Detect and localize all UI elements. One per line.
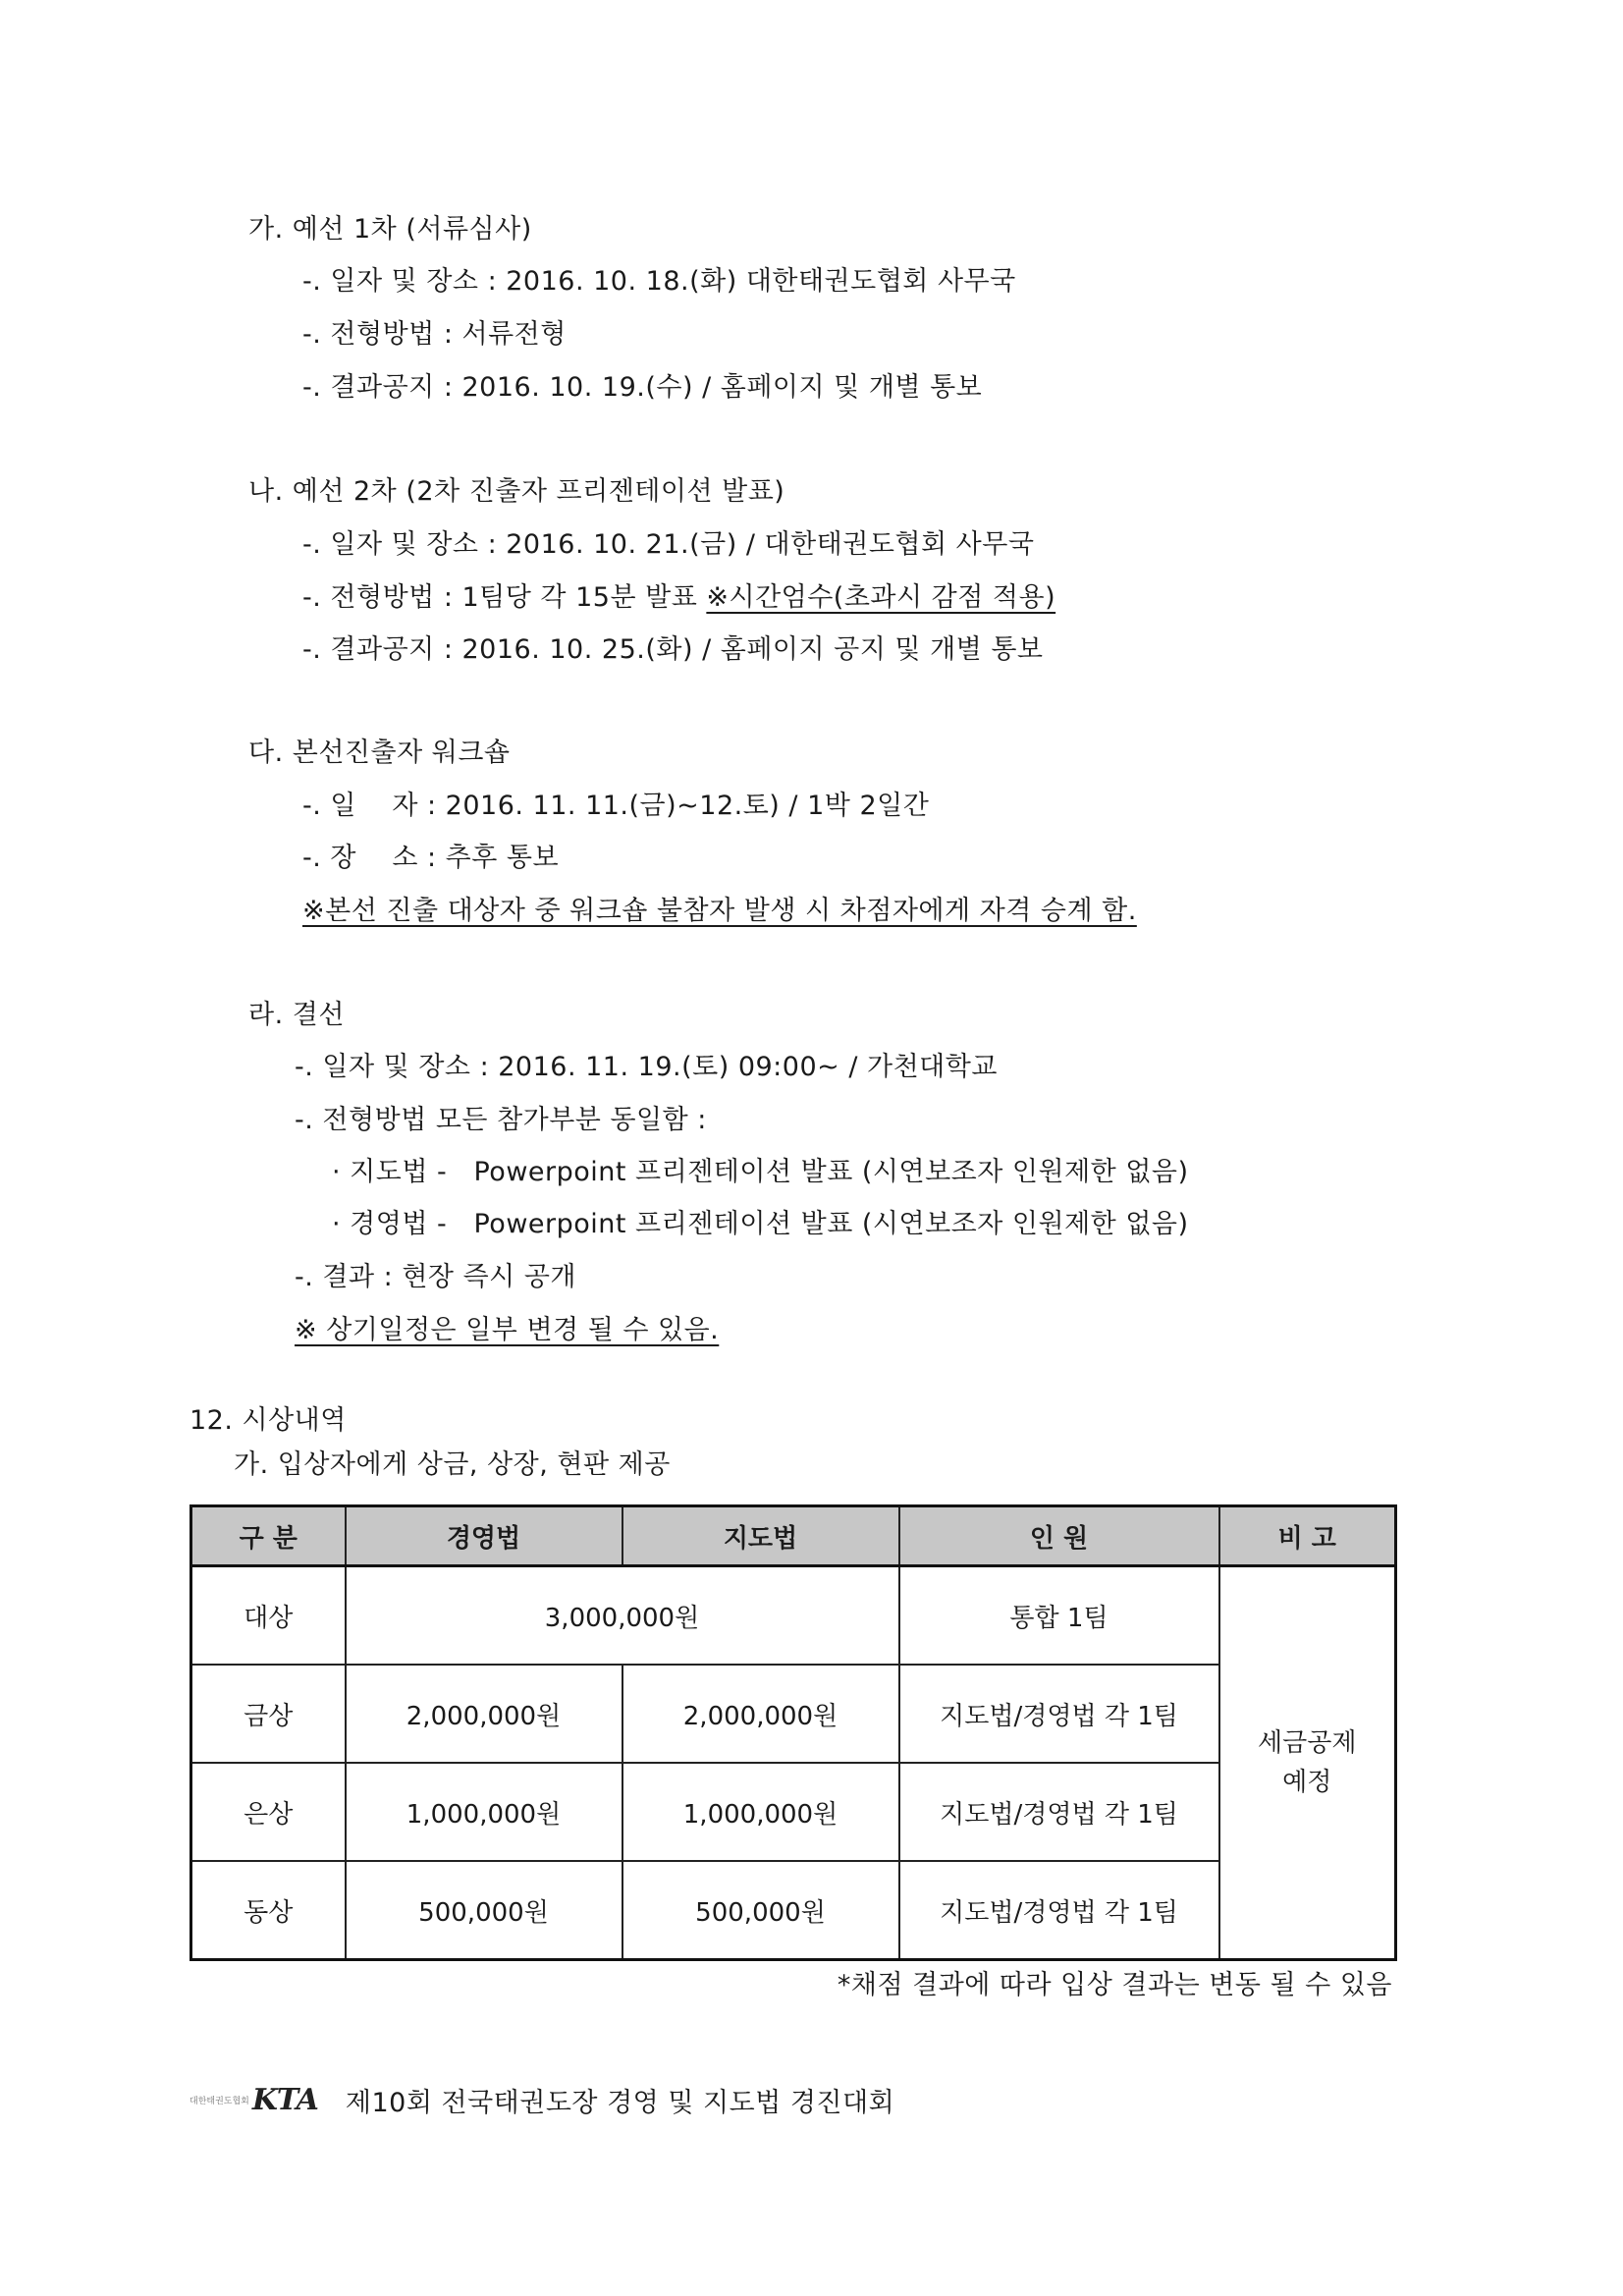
section-b-item-1: -. 일자 및 장소 : 2016. 10. 21.(금) / 대한태권도협회 사무국 — [302, 529, 1035, 560]
section-a-title: 가. 예선 1차 (서류심사) — [248, 214, 532, 245]
award-management-prize: 500,000원 — [346, 1861, 622, 1960]
award-members: 지도법/경영법 각 1팀 — [899, 1763, 1219, 1861]
award-name: 동상 — [191, 1861, 346, 1960]
header-category: 구 분 — [191, 1506, 346, 1566]
section-c-title: 다. 본선진출자 워크숍 — [248, 738, 511, 768]
section-d-sub-1: · 지도법 - Powerpoint 프리젠테이션 발표 (시연보조자 인원제한 없음) — [332, 1157, 1189, 1187]
table-row — [191, 1763, 1396, 1861]
awards-table — [189, 1504, 1397, 1961]
section-c-item-1 — [302, 790, 929, 823]
header-management: 경영법 — [346, 1506, 622, 1566]
section-b-item-3: -. 결과공지 : 2016. 10. 25.(화) / 홈페이지 공지 및 개별 통보 — [302, 634, 1044, 665]
award-management-prize: 2,000,000원 — [346, 1665, 622, 1763]
footer-title: 제10회 전국태권도장 경영 및 지도법 경진대회 — [345, 2087, 895, 2118]
section-d-sub-2: · 경영법 - Powerpoint 프리젠테이션 발표 (시연보조자 인원제한 없음) — [332, 1209, 1189, 1239]
award-coaching-prize: 2,000,000원 — [622, 1665, 899, 1763]
section-c-item-2 — [302, 842, 559, 875]
kta-logo: KTA — [251, 2082, 318, 2117]
section-d-item-1: -. 일자 및 장소 : 2016. 11. 19.(토) 09:00~ / 가천대학교 — [295, 1052, 998, 1082]
award-coaching-prize: 500,000원 — [622, 1861, 899, 1960]
award-members: 지도법/경영법 각 1팀 — [899, 1861, 1219, 1960]
section-b-title: 나. 예선 2차 (2차 진출자 프리젠테이션 발표) — [248, 476, 785, 507]
awards-subheading: 가. 입상자에게 상금, 상장, 현판 제공 — [234, 1449, 671, 1480]
section-d-title: 라. 결선 — [248, 1000, 345, 1030]
table-row — [191, 1665, 1396, 1763]
time-strict-note: ※시간엄수(초과시 감점 적용) — [706, 582, 1056, 613]
table-row — [191, 1861, 1396, 1960]
section-d-item-2: -. 전형방법 모든 참가부분 동일함 : — [295, 1105, 707, 1135]
header-members: 인 원 — [899, 1506, 1219, 1566]
kta-logo-subtext: 대한태권도협회 — [189, 2096, 249, 2106]
awards-heading: 12. 시상내역 — [189, 1405, 347, 1436]
award-management-prize: 1,000,000원 — [346, 1763, 622, 1861]
section-c-item-1-label: -. 일 자 — [302, 791, 418, 821]
award-name: 대상 — [191, 1566, 346, 1666]
header-coaching: 지도법 — [622, 1506, 899, 1566]
section-c-note: ※본선 진출 대상자 중 워크숍 불참자 발생 시 차점자에게 자격 승계 함. — [302, 896, 1137, 926]
award-name: 은상 — [191, 1763, 346, 1861]
section-a-item-3: -. 결과공지 : 2016. 10. 19.(수) / 홈페이지 및 개별 통보 — [302, 372, 983, 403]
award-remark-line-1: 세금공제 — [1258, 1728, 1357, 1758]
awards-footnote: *채점 결과에 따라 입상 결과는 변동 될 수 있음 — [837, 1970, 1392, 2000]
award-members: 통합 1팀 — [899, 1566, 1219, 1666]
section-a-item-2: -. 전형방법 : 서류전형 — [302, 319, 567, 350]
award-coaching-prize: 1,000,000원 — [622, 1763, 899, 1861]
section-c-item-2-label: -. 장 소 — [302, 843, 418, 873]
section-d-note: ※ 상기일정은 일부 변경 될 수 있음. — [295, 1315, 720, 1345]
award-remark-line-2: 예정 — [1282, 1768, 1332, 1797]
award-combined-prize: 3,000,000원 — [346, 1566, 899, 1666]
section-a-item-1: -. 일자 및 장소 : 2016. 10. 18.(화) 대한태권도협회 사무국 — [302, 266, 1016, 297]
table-header-row — [191, 1506, 1396, 1566]
section-c-item-1-value: : 2016. 11. 11.(금)~12.토) / 1박 2일간 — [417, 791, 930, 821]
header-remark: 비 고 — [1219, 1506, 1396, 1566]
page-footer — [189, 2080, 894, 2119]
award-members: 지도법/경영법 각 1팀 — [899, 1665, 1219, 1763]
section-b-item-2 — [302, 581, 1055, 615]
table-row — [191, 1566, 1396, 1666]
award-name: 금상 — [191, 1665, 346, 1763]
section-c-item-2-value: : 추후 통보 — [417, 843, 560, 873]
section-d-item-3: -. 결과 : 현장 즉시 공개 — [295, 1262, 576, 1292]
section-b-item-2-text: -. 전형방법 : 1팀당 각 15분 발표 — [302, 582, 707, 613]
award-remark — [1219, 1566, 1396, 1960]
